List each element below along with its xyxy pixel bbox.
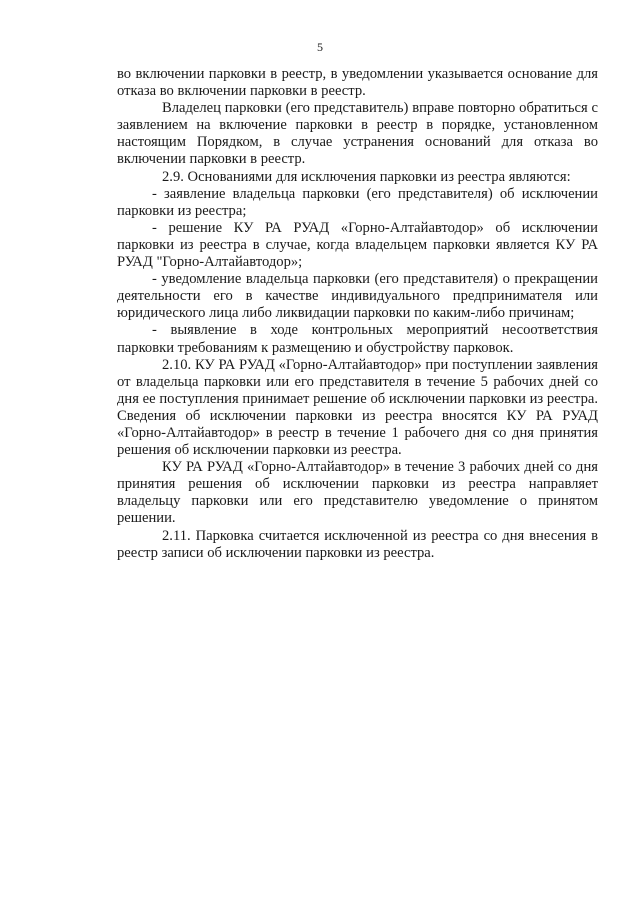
paragraph-reapply: Владелец парковки (его представитель) вправе повторно обратиться с заявлением на включение парковки в реестр в порядке, установленном настоящим Порядком, в случае устранения оснований для отказа во включении парковки в реестр. xyxy=(117,100,598,168)
paragraph-continuation: во включении парковки в реестр, в уведомлении указывается основание для отказа во включении парковки в реестр. xyxy=(117,66,598,100)
document-body xyxy=(117,66,598,562)
clause-2-9-heading: 2.9. Основаниями для исключения парковки из реестра являются: xyxy=(162,168,571,185)
clause-2-10-notice: КУ РА РУАД «Горно-Алтайавтодор» в течение 3 рабочих дней со дня принятия решения об исключении парковки из реестра направляет владельцу парковки или его представителю уведомление о принятом решении. xyxy=(117,459,598,527)
clause-2-9-list-item: - заявление владельца парковки (его представителя) об исключении парковки из реестра; xyxy=(117,185,598,219)
page-number: 5 xyxy=(317,40,323,54)
clause-2-11: 2.11. Парковка считается исключенной из реестра со дня внесения в реестр записи об исключении парковки из реестра. xyxy=(117,527,598,561)
clause-2-9-list-item: - уведомление владельца парковки (его представителя) о прекращении деятельности его в качестве индивидуального предпринимателя или юридического лица либо ликвидации парковки по каким-либо причинам; xyxy=(117,271,598,322)
clause-2-10: 2.10. КУ РА РУАД «Горно-Алтайавтодор» при поступлении заявления от владельца парковки или его представителя в течение 5 рабочих дней со дня ее поступления принимает решение об исключении парковки из реестра. Сведения об исключении парковки из реестра вносятся КУ РА РУАД «Горно-Алтайавтодор» в реестр в течение 1 рабочего дня со дня принятия решения об исключении парковки из реестра. xyxy=(117,356,598,459)
clause-2-9-list-item: - решение КУ РА РУАД «Горно-Алтайавтодор» об исключении парковки из реестра в случае, когда владельцем парковки является КУ РА РУАД "Горно-Алтайавтодор»; xyxy=(117,219,598,271)
clause-2-9-list-item: - выявление в ходе контрольных мероприятий несоответствия парковки требованиям к размещению и обустройству парковок. xyxy=(117,322,598,356)
